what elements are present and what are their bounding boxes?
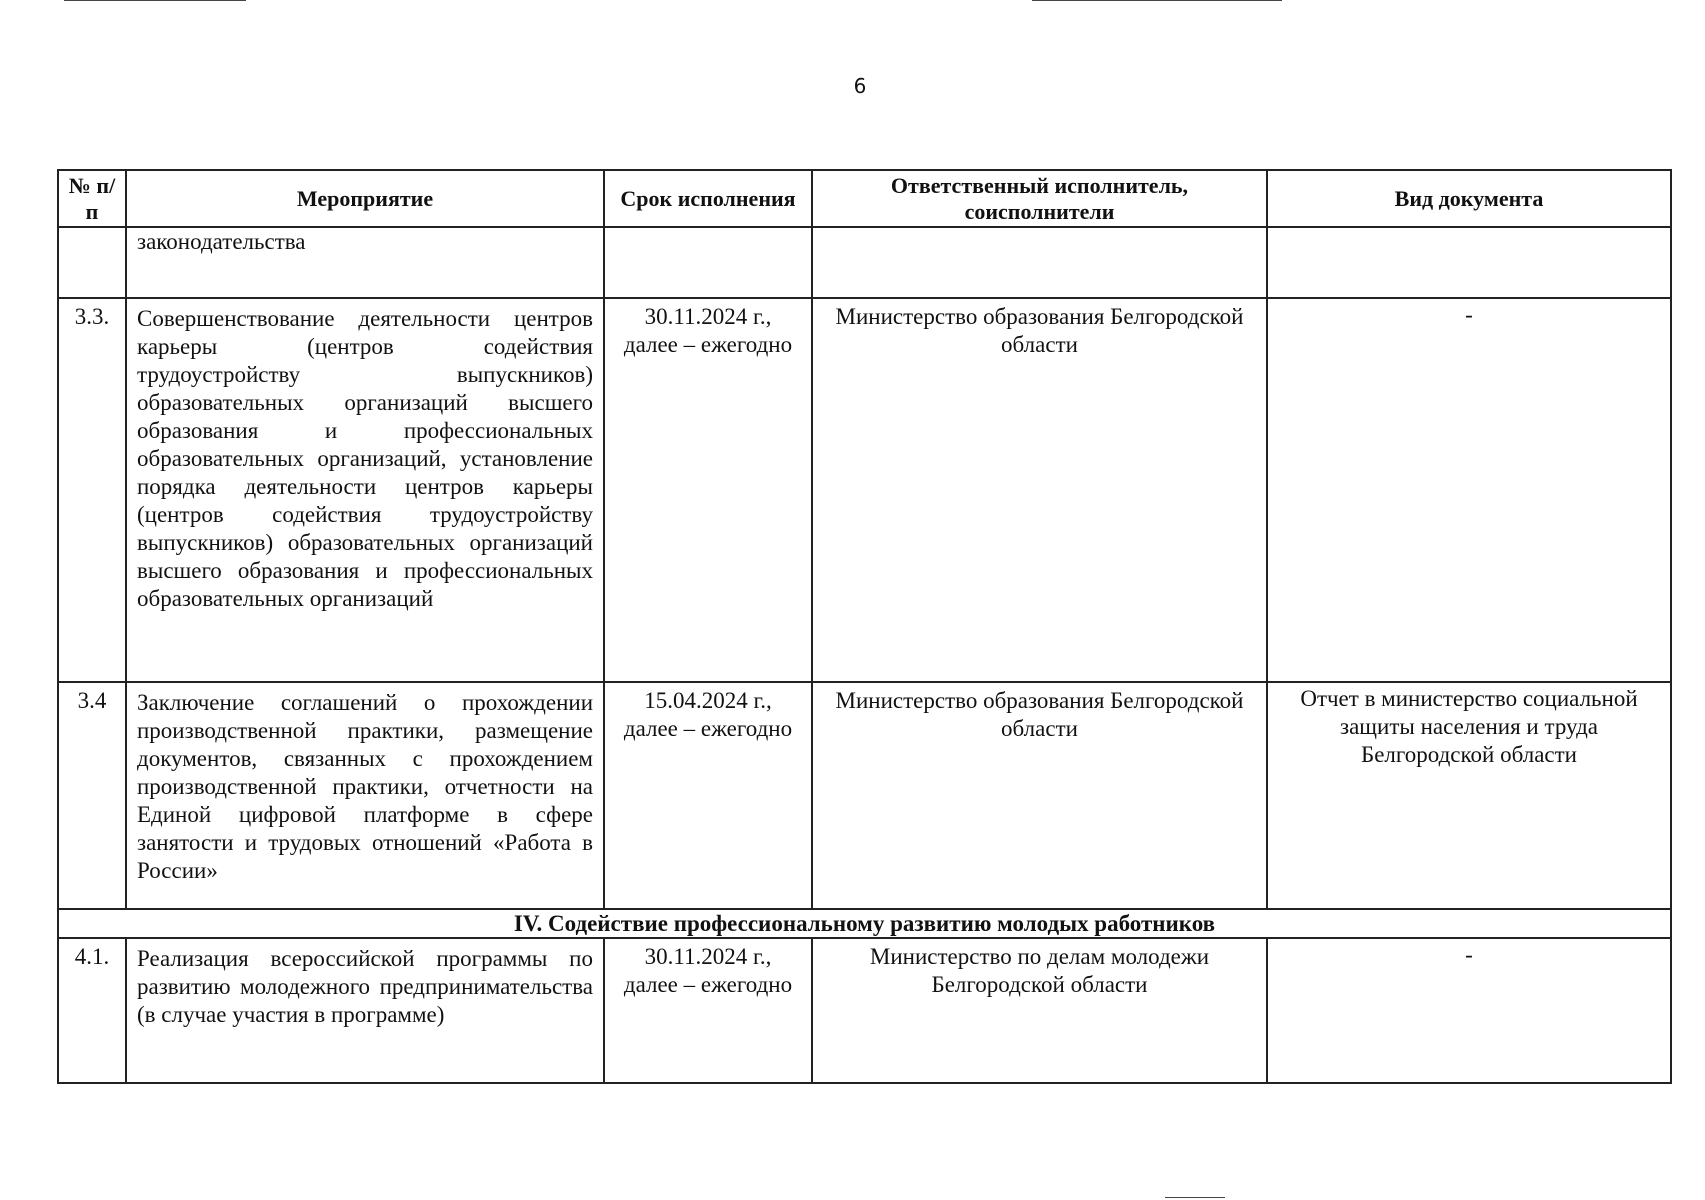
header-event: Мероприятие xyxy=(126,170,604,227)
action-plan-table xyxy=(57,169,1672,1084)
scan-edge-mark xyxy=(1032,0,1282,1)
row-doc-type: - xyxy=(1267,298,1671,682)
row-doc-type: Отчет в министерство социальной защиты населения и труда Белгородской области xyxy=(1267,682,1671,909)
table-row xyxy=(58,682,1671,909)
scan-edge-mark xyxy=(64,0,246,1)
row-deadline: 30.11.2024 г., далее – ежегодно xyxy=(604,938,812,1083)
page-number: 6 xyxy=(853,74,867,98)
row-executor: Министерство образования Белгородской области xyxy=(812,682,1267,909)
table-row xyxy=(58,298,1671,682)
table-header-row xyxy=(58,170,1671,227)
row-number: 3.4 xyxy=(58,682,126,909)
scan-edge-mark xyxy=(1165,1197,1225,1198)
row-event: Совершенствование деятельности центров карьеры (центров содействия трудоустройству выпускников) образовательных организаций высшего образования и профессиональных образовательных организаций, установление порядка деятельности центров карьеры (центров содействия трудоустройству выпускников) образовательных организаций высшего образования и профессиональных образовательных организаций xyxy=(126,298,604,682)
row-number: 4.1. xyxy=(58,938,126,1083)
row-executor: Министерство образования Белгородской области xyxy=(812,298,1267,682)
row-event: Заключение соглашений о прохождении производственной практики, размещение документов, связанных с прохождением производственной практики, отчетности на Единой цифровой платформе в сфере занятости и трудовых отношений «Работа в России» xyxy=(126,682,604,909)
row-deadline: 30.11.2024 г., далее – ежегодно xyxy=(604,298,812,682)
row-number: 3.3. xyxy=(58,298,126,682)
table-row xyxy=(58,938,1671,1083)
row-deadline: 15.04.2024 г., далее – ежегодно xyxy=(604,682,812,909)
row-executor: Министерство по делам молодежи Белгородской области xyxy=(812,938,1267,1083)
row-event: законодательства xyxy=(126,227,604,298)
section-heading-row xyxy=(58,909,1671,938)
row-doc-type xyxy=(1267,227,1671,298)
header-num: № п/п xyxy=(58,170,126,227)
header-doc-type: Вид документа xyxy=(1267,170,1671,227)
header-deadline: Срок исполнения xyxy=(604,170,812,227)
row-executor xyxy=(812,227,1267,298)
row-number xyxy=(58,227,126,298)
table-row xyxy=(58,227,1671,298)
row-deadline xyxy=(604,227,812,298)
row-event: Реализация всероссийской программы по развитию молодежного предпринимательства (в случае участия в программе) xyxy=(126,938,604,1083)
section-heading: IV. Содействие профессиональному развитию молодых работников xyxy=(58,909,1671,938)
header-executor: Ответственный исполнитель, соисполнители xyxy=(812,170,1267,227)
row-doc-type: - xyxy=(1267,938,1671,1083)
